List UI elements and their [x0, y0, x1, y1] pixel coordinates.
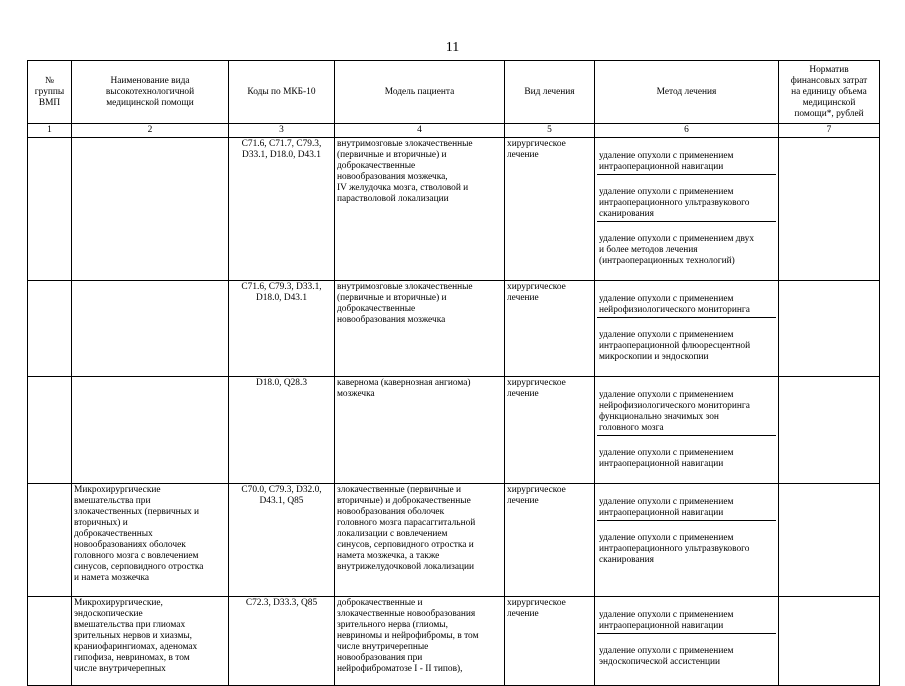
patient-model-cell: внутримозговые злокачественные (первичные и вторичные) и доброкачественные новообразования мозжечка, IV желудочка мозга, стволовой и парастволовой локализации — [335, 138, 505, 281]
care-type-name-cell — [72, 281, 229, 377]
financial-norm-cell — [779, 377, 880, 484]
treatment-method-cell — [595, 597, 779, 686]
method-item: удаление опухоли с применением нейрофизиологического мониторинга функционально значимых зон головного мозга — [597, 389, 776, 436]
financial-norm-cell — [779, 281, 880, 377]
treatment-type-cell: хирургическое лечение — [505, 597, 595, 686]
method-item: удаление опухоли с применением двух и более методов лечения (интраоперационных технологий) — [599, 234, 755, 266]
column-number: 6 — [595, 124, 779, 138]
method-item: удаление опухоли с применением интраоперационного ультразвукового сканирования — [599, 533, 750, 565]
column-number: 7 — [779, 124, 880, 138]
header-group-number: № группы ВМП — [28, 61, 72, 124]
care-type-name-cell: Микрохирургические, эндоскопические вмешательства при глиомах зрительных нервов и хиазмы, краниофарингиомах, аденомах гипофиза, невриномах, в том числе внутричерепных — [72, 597, 229, 686]
method-item: удаление опухоли с применением интраоперационной навигации — [597, 496, 776, 521]
header-financial-norm: Норматив финансовых затрат на единицу объема медицинской помощи*, рублей — [779, 61, 880, 124]
care-type-name-cell — [72, 138, 229, 281]
header-row — [28, 61, 880, 124]
column-number-row — [28, 124, 880, 138]
treatment-type-cell: хирургическое лечение — [505, 138, 595, 281]
treatment-type-cell: хирургическое лечение — [505, 377, 595, 484]
group-number-cell — [28, 281, 72, 377]
header-treatment-method: Метод лечения — [595, 61, 779, 124]
header-care-type-name: Наименование вида высокотехнологичной медицинской помощи — [72, 61, 229, 124]
financial-norm-cell — [779, 597, 880, 686]
column-number: 5 — [505, 124, 595, 138]
method-item: удаление опухоли с применением интраоперационной навигации — [599, 448, 734, 469]
group-number-cell — [28, 377, 72, 484]
financial-norm-cell — [779, 484, 880, 597]
method-item: удаление опухоли с применением эндоскопической ассистенции — [599, 646, 734, 667]
table-row — [28, 281, 880, 377]
method-item: удаление опухоли с применением интраоперационной флюоресцентной микроскопии и эндоскопии — [599, 330, 751, 362]
icd10-codes-cell: D18.0, Q28.3 — [229, 377, 335, 484]
care-type-name-cell: Микрохирургические вмешательства при злокачественных (первичных и вторичных) и доброкачественных новообразованиях оболочек головного мозга с вовлечением синусов, серповидного отростка и намета мозжечка — [72, 484, 229, 597]
header-icd10-codes: Коды по МКБ-10 — [229, 61, 335, 124]
vmp-table — [27, 60, 880, 686]
header-patient-model: Модель пациента — [335, 61, 505, 124]
header-treatment-type: Вид лечения — [505, 61, 595, 124]
icd10-codes-cell: C72.3, D33.3, Q85 — [229, 597, 335, 686]
treatment-method-cell — [595, 484, 779, 597]
treatment-method-cell — [595, 281, 779, 377]
financial-norm-cell — [779, 138, 880, 281]
table-row — [28, 597, 880, 686]
treatment-type-cell: хирургическое лечение — [505, 281, 595, 377]
icd10-codes-cell: C71.6, C79.3, D33.1, D18.0, D43.1 — [229, 281, 335, 377]
table-row — [28, 138, 880, 281]
care-type-name-cell — [72, 377, 229, 484]
method-item: удаление опухоли с применением нейрофизиологического мониторинга — [597, 293, 776, 318]
method-item: удаление опухоли с применением интраоперационного ультразвукового сканирования — [597, 186, 776, 222]
table-row — [28, 484, 880, 597]
icd10-codes-cell: C70.0, C79.3, D32.0, D43.1, Q85 — [229, 484, 335, 597]
patient-model-cell: кавернома (кавернозная ангиома) мозжечка — [335, 377, 505, 484]
group-number-cell — [28, 138, 72, 281]
treatment-type-cell: хирургическое лечение — [505, 484, 595, 597]
column-number: 2 — [72, 124, 229, 138]
patient-model-cell: доброкачественные и злокачественные новообразования зрительного нерва (глиомы, невриномы и нейрофибромы, в том числе внутричерепные новообразования при нейрофиброматозе I - II типов), — [335, 597, 505, 686]
treatment-method-cell — [595, 138, 779, 281]
patient-model-cell: злокачественные (первичные и вторичные) и доброкачественные новообразования оболочек головного мозга парасаггитальной локализации с вовлечением синусов, серповидного отростка и намета мозжечка, а также внутрижелудочковой локализации — [335, 484, 505, 597]
group-number-cell — [28, 484, 72, 597]
method-item: удаление опухоли с применением интраоперационной навигации — [597, 609, 776, 634]
icd10-codes-cell: C71.6, C71.7, C79.3, D33.1, D18.0, D43.1 — [229, 138, 335, 281]
table-row — [28, 377, 880, 484]
treatment-method-cell — [595, 377, 779, 484]
method-item: удаление опухоли с применением интраоперационной навигации — [597, 150, 776, 175]
patient-model-cell: внутримозговые злокачественные (первичные и вторичные) и доброкачественные новообразования мозжечка — [335, 281, 505, 377]
column-number: 4 — [335, 124, 505, 138]
page-number: 11 — [445, 40, 460, 55]
column-number: 1 — [28, 124, 72, 138]
group-number-cell — [28, 597, 72, 686]
column-number: 3 — [229, 124, 335, 138]
